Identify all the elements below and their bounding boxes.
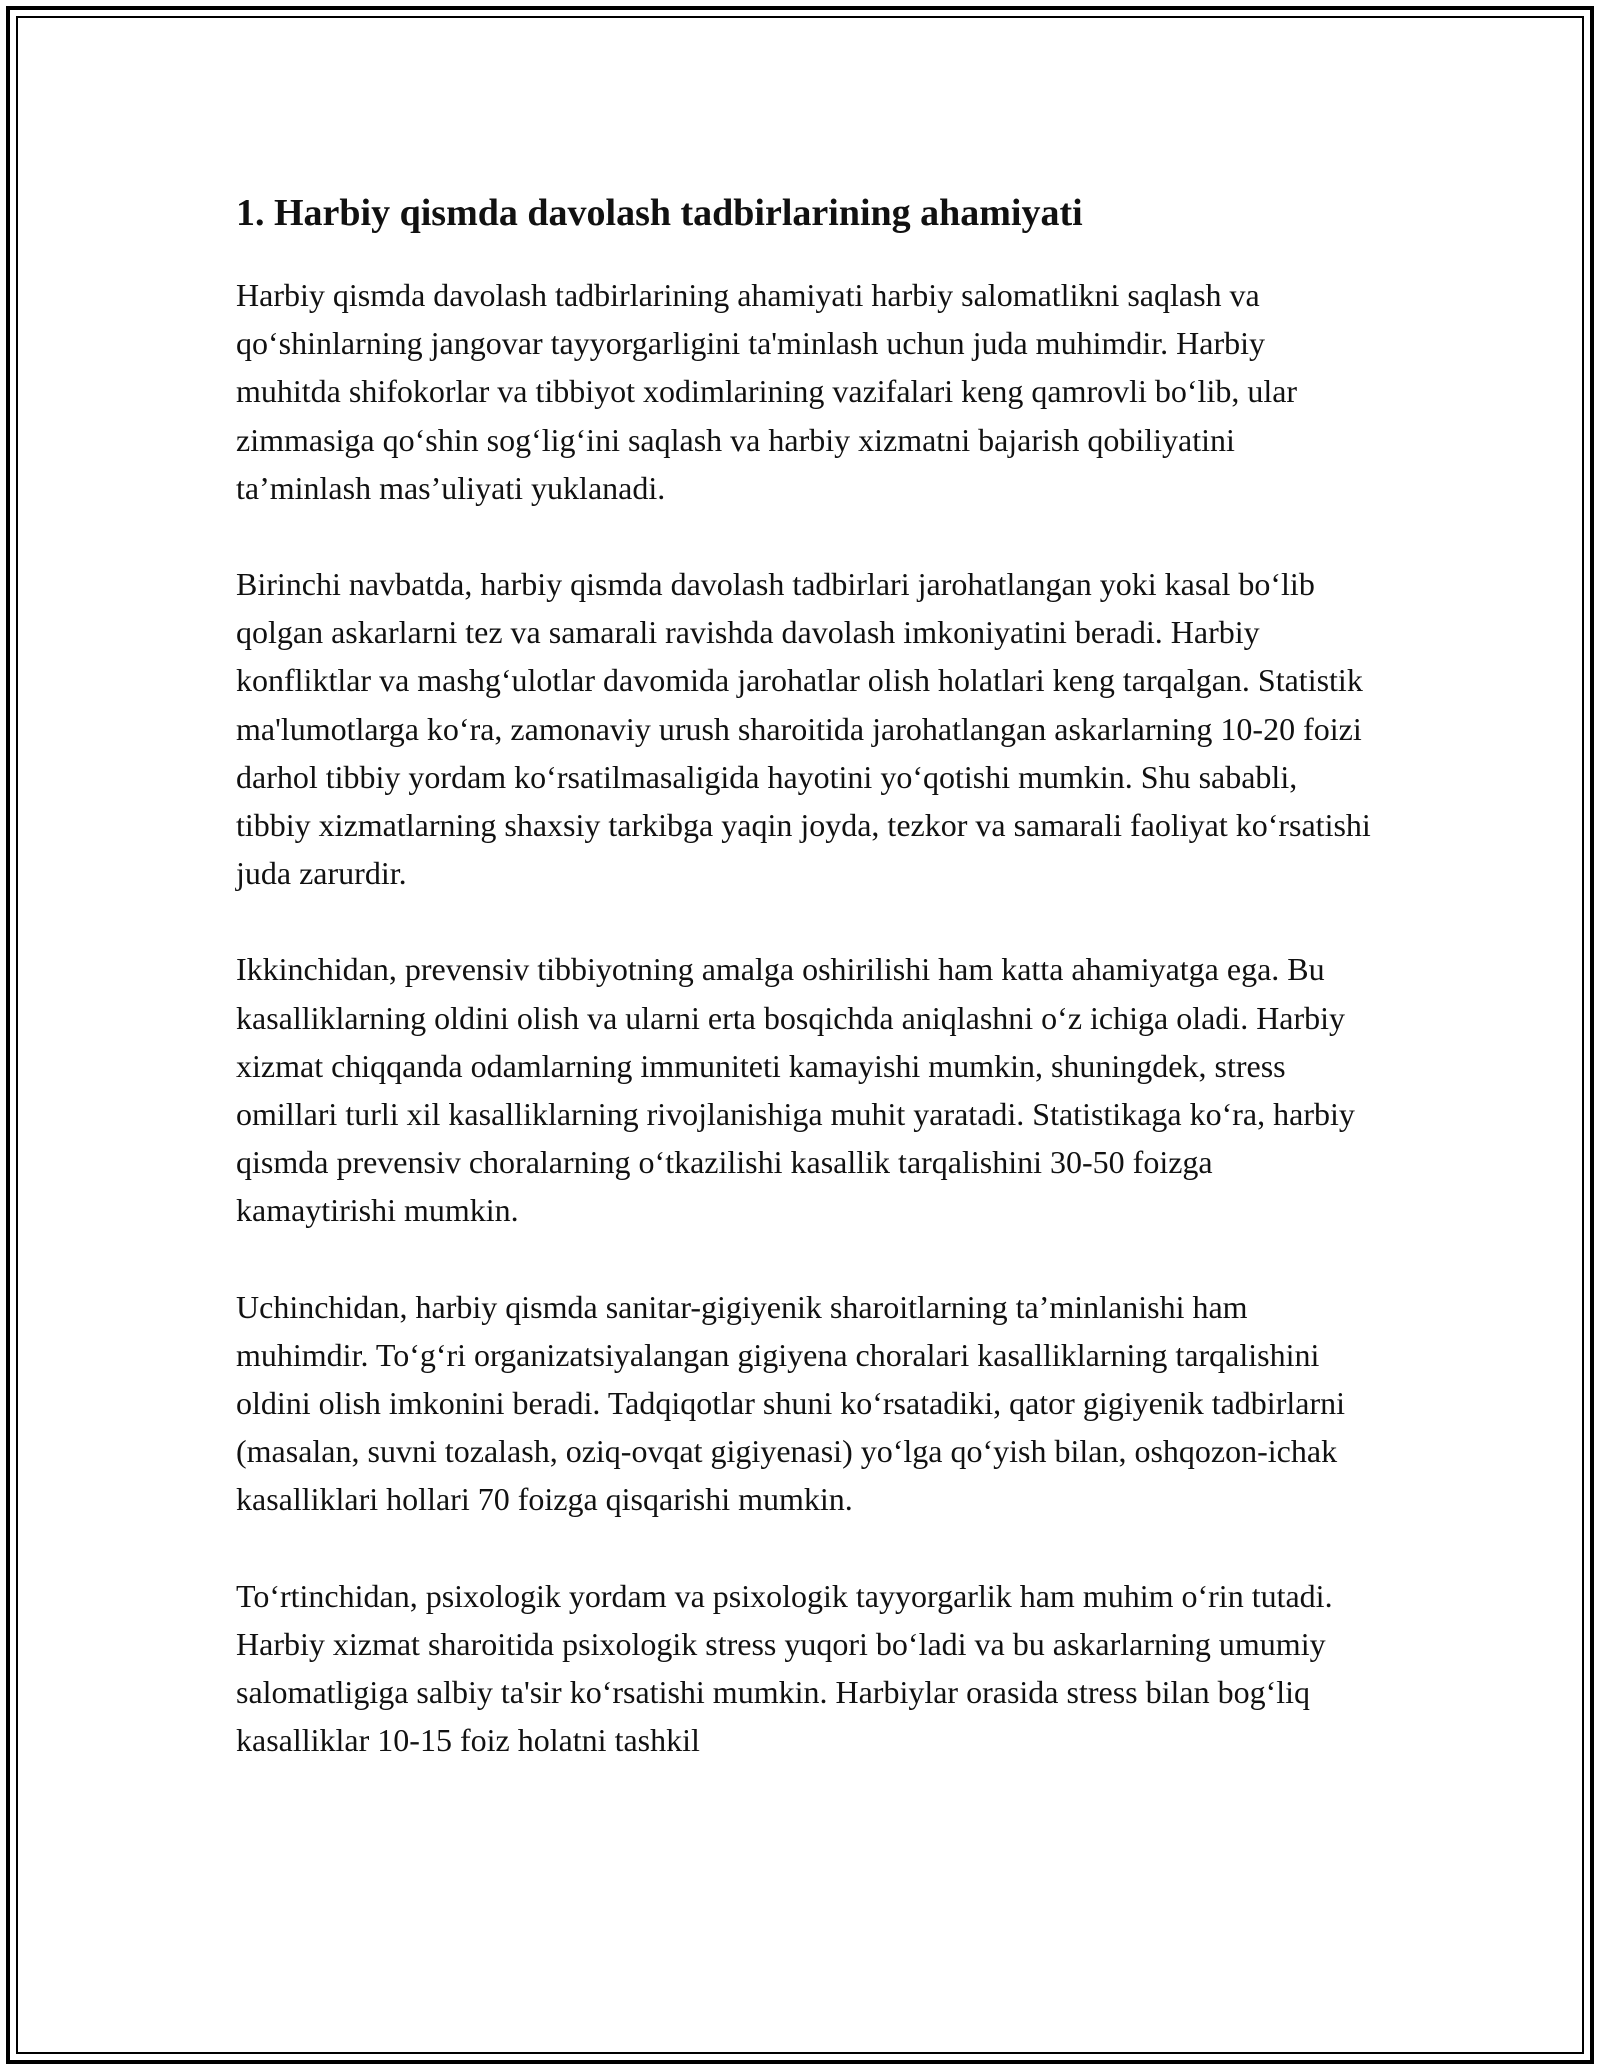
paragraph-2: Birinchi navbatda, harbiy qismda davolash tadbirlari jarohatlangan yoki kasal bo‘lib qolgan askarlarni tez va samarali ravishda davolash imkoniyatini beradi. Harbiy konfliktlar va mashg‘ulotlar davomida jarohatlar olish holatlari keng tarqalgan. Statistik ma'lumotlarga ko‘ra, zamonaviy urush sharoitida jarohatlangan askarlarning 10-20 foizi darhol tibbiy yordam ko‘rsatilmasaligida hayotini yo‘qotishi mumkin. Shu sababli, tibbiy xizmatlarning shaxsiy tarkibga yaqin joyda, tezkor va samarali faoliyat ko‘rsatishi juda zarurdir.: [236, 566, 1371, 892]
section-heading: 1. Harbiy qismda davolash tadbirlarining ahamiyati: [236, 192, 1083, 234]
paragraph-5: To‘rtinchidan, psixologik yordam va psixologik tayyorgarlik ham muhim o‘rin tutadi. Harbiy xizmat sharoitida psixologik stress yuqori bo‘ladi va bu askarlarning umumiy salomatligiga salbiy ta'sir ko‘rsatishi mumkin. Harbiylar orasida stress bilan bog‘liq kasalliklar 10-15 foiz holatni tashkil: [236, 1577, 1333, 1759]
paragraph-3: Ikkinchidan, prevensiv tibbiyotning amalga oshirilishi ham katta ahamiyatga ega. Bu kasalliklarning oldini olish va ularni erta bosqichda aniqlashni o‘z ichiga oladi. Harbiy xizmat chiqqanda odamlarning immuniteti kamayishi mumkin, shuningdek, stress omillari turli xil kasalliklarning rivojlanishiga muhit yaratadi. Statistikaga ko‘ra, harbiy qismda prevensiv choralarning o‘tkazilishi kasallik tarqalishini 30-50 foizga kamaytirishi mumkin.: [236, 951, 1355, 1229]
paragraph-1: Harbiy qismda davolash tadbirlarining ahamiyati harbiy salomatlikni saqlash va qo‘shinlarning jangovar tayyorgarligini ta'minlash uchun juda muhimdir. Harbiy muhitda shifokorlar va tibbiyot xodimlarining vazifalari keng qamrovli bo‘lib, ular zimmasiga qo‘shin sog‘lig‘ini saqlash va harbiy xizmatni bajarish qobiliyatini ta’minlash mas’uliyati yuklanadi.: [236, 277, 1298, 506]
paragraph-4: Uchinchidan, harbiy qismda sanitar-gigiyenik sharoitlarning ta’minlanishi ham muhimdir. To‘g‘ri organizatsiyalangan gigiyena choralari kasalliklarning tarqalishini oldini olish imkonini beradi. Tadqiqotlar shuni ko‘rsatadiki, qator gigiyenik tadbirlarni (masalan, suvni tozalash, oziq-ovqat gigiyenasi) yo‘lga qo‘yish bilan, oshqozon-ichak kasalliklari hollari 70 foizga qisqarishi mumkin.: [236, 1288, 1345, 1518]
document-body: [236, 185, 1376, 1764]
